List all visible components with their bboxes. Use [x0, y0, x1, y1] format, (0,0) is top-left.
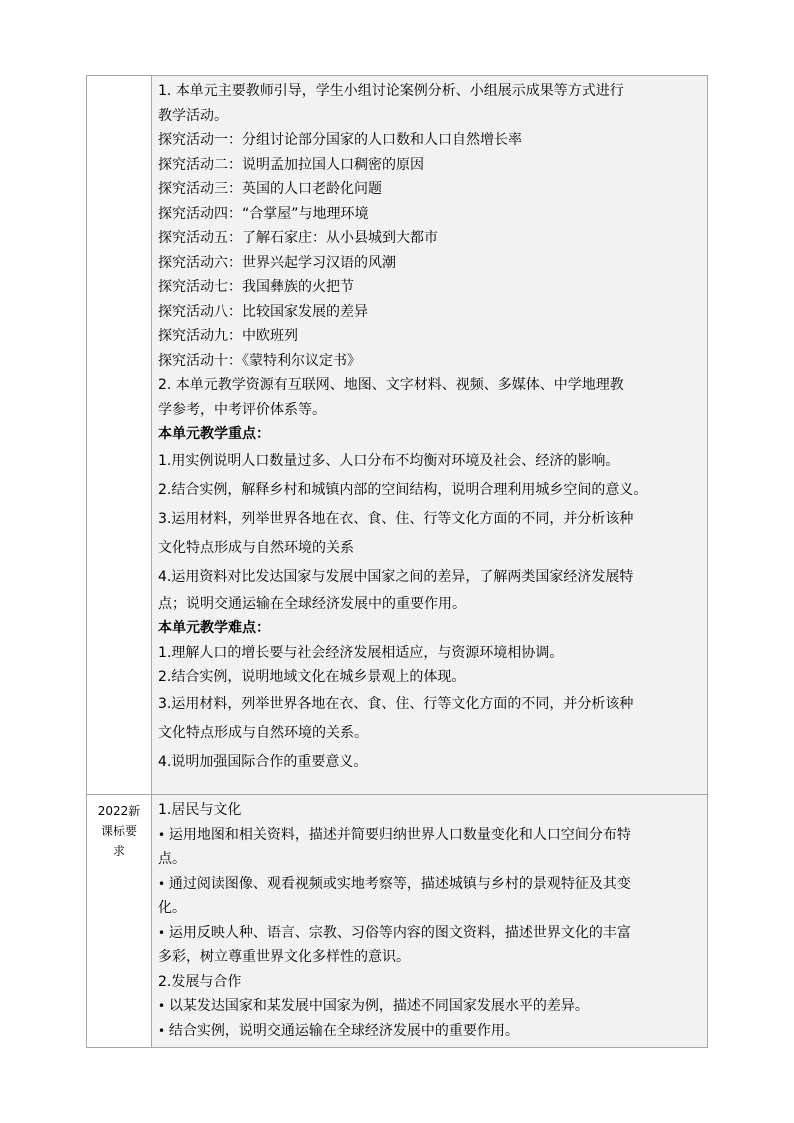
key-point-line: 4.运用资料对比发达国家与发展中国家之间的差异，了解两类国家经济发展特	[158, 568, 634, 585]
key-point-line: 2.结合实例，解释乡村和城镇内部的空间结构，说明合理利用城乡空间的意义。	[158, 481, 648, 498]
row-label	[87, 76, 151, 82]
standard-item: • 结合实例，说明交通运输在全球经济发展中的重要作用。	[158, 1019, 703, 1044]
difficult-point-line: 4.说明加强国际合作的重要意义。	[158, 753, 368, 770]
activity-line: 探究活动一：分组讨论部分国家的人口数和人口自然增长率	[158, 132, 522, 148]
table-row	[87, 795, 708, 1048]
difficult-point-line: 2.结合实例，说明地域文化在城乡景观上的体现。	[158, 669, 466, 685]
difficult-point-line: 3.运用材料，列举世界各地在衣、食、住、行等文化方面的不同，并分析该种	[158, 695, 634, 712]
activity-line: 探究活动八：比较国家发展的差异	[158, 303, 368, 320]
key-point-line: 1.用实例说明人口数量过多、人口分布不均衡对环境及社会、经济的影响。	[158, 452, 620, 469]
standard-item: • 运用反映人种、语言、宗教、习俗等内容的图文资料，描述世界文化的丰富	[158, 921, 703, 946]
standard-item: • 通过阅读图像、观看视频或实地考察等，描述城镇与乡村的景观特征及其变	[158, 872, 703, 897]
document-table	[86, 75, 708, 1048]
activity-line: 探究活动六：世界兴起学习汉语的风潮	[158, 254, 396, 271]
difficult-points-heading: 本单元教学难点：	[158, 620, 270, 636]
standards-content-cell	[152, 795, 708, 1048]
activity-line: 探究活动九：中欧班列	[158, 328, 298, 344]
standard-item-continuation: 化。	[158, 900, 186, 916]
table-row	[87, 76, 708, 795]
key-points-heading: 本单元教学重点：	[158, 426, 270, 442]
activity-line: 探究活动三：英国的人口老龄化问题	[158, 181, 382, 197]
activity-line: 探究活动七：我国彝族的火把节	[158, 279, 354, 295]
difficult-point-line: 1.理解人口的增长要与社会经济发展相适应，与资源环境相协调。	[158, 644, 564, 661]
standards-label-cell	[87, 795, 152, 1048]
content-line: 教学活动。	[158, 107, 228, 124]
content-line: 学参考，中考评价体系等。	[158, 401, 326, 418]
standards-label-line: 2022新	[97, 804, 141, 818]
standard-item: • 以某发达国家和某发展中国家为例，描述不同国家发展水平的差异。	[158, 994, 703, 1019]
standard-item: • 运用地图和相关资料，描述并简要归纳世界人口数量变化和人口空间分布特	[158, 823, 703, 848]
teaching-content-cell	[152, 76, 708, 795]
activity-line: 探究活动五：了解石家庄：从小县城到大都市	[158, 230, 438, 246]
activity-line: 探究活动十：《蒙特利尔议定书》	[158, 352, 361, 369]
section-heading: 2.发展与合作	[158, 973, 242, 990]
row-label-cell	[87, 76, 152, 795]
key-point-line: 文化特点形成与自然环境的关系	[158, 539, 354, 556]
standard-item-continuation: 点。	[158, 851, 186, 867]
content-line: 1. 本单元主要教师引导，学生小组讨论案例分析、小组展示成果等方式进行	[158, 83, 624, 99]
section-heading: 1.居民与文化	[158, 802, 242, 818]
content-line: 2. 本单元教学资源有互联网、地图、文字材料、视频、多媒体、中学地理教	[158, 377, 624, 393]
activity-line: 探究活动四：“合掌屋”与地理环境	[158, 205, 369, 222]
standard-item-continuation: 多彩，树立尊重世界文化多样性的意识。	[158, 949, 410, 965]
activity-line: 探究活动二：说明孟加拉国人口稠密的原因	[158, 156, 424, 173]
standards-label-line: 求	[112, 844, 125, 858]
difficult-point-line: 文化特点形成与自然环境的关系。	[158, 724, 368, 741]
key-point-line: 点；说明交通运输在全球经济发展中的重要作用。	[158, 595, 466, 612]
standards-label-line: 课标要	[100, 824, 137, 838]
key-point-line: 3.运用材料，列举世界各地在衣、食、住、行等文化方面的不同，并分析该种	[158, 510, 634, 527]
